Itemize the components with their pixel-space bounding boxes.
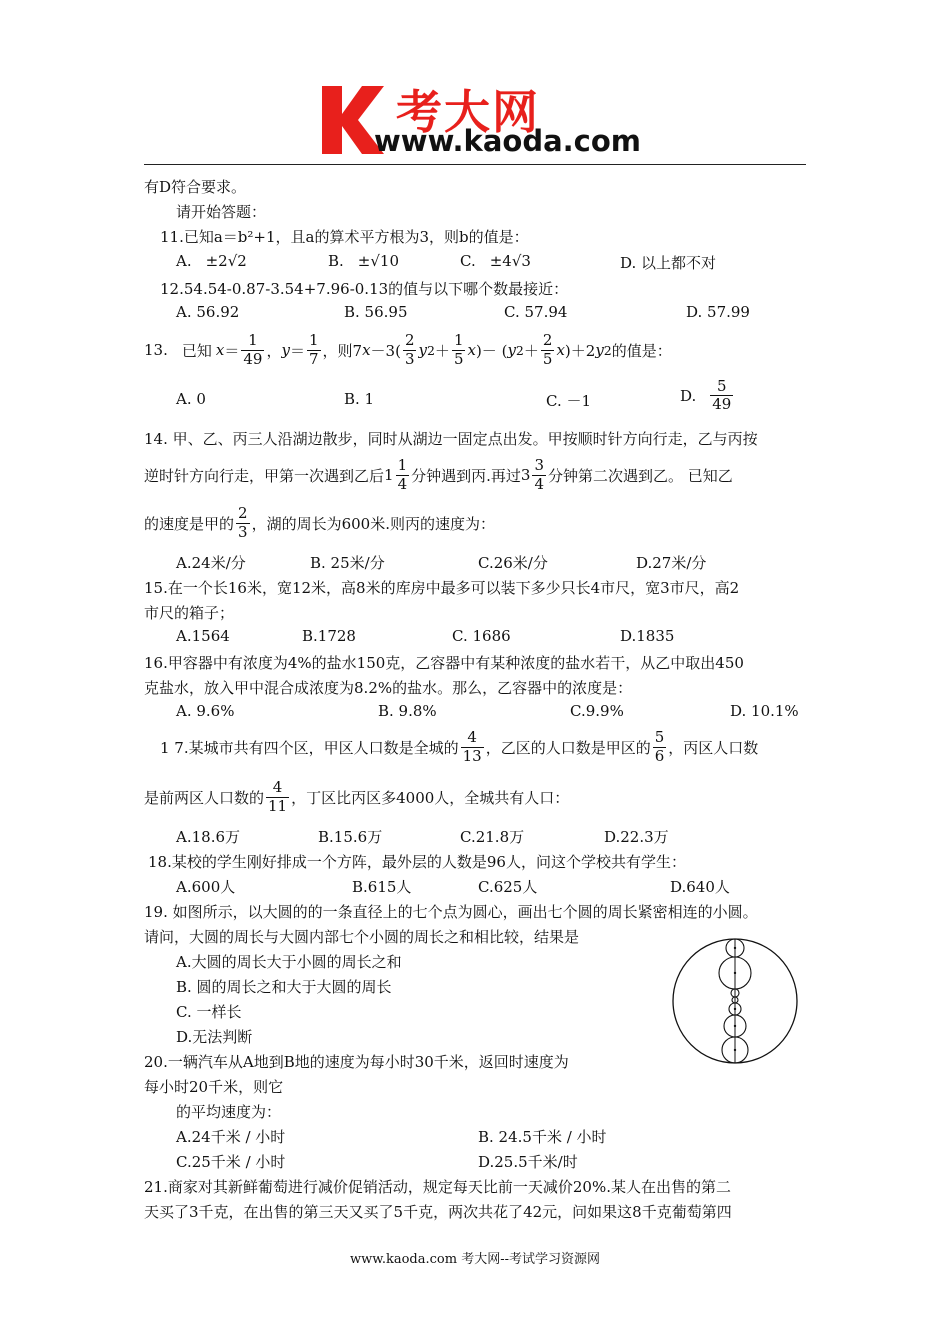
- q20-option-b: B. 24.5千米 / 小时: [478, 1128, 607, 1146]
- q20-option-a: A.24千米 / 小时: [176, 1128, 286, 1146]
- q14-option-a: A.24米/分: [176, 554, 246, 572]
- q16-line-2: 克盐水，放入甲中混合成浓度为8.2%的盐水。那么，乙容器中的浓度是：: [144, 679, 633, 697]
- q14-line-2: 逆时针方向行走，甲第一次遇到乙后 1 $\frac{1}{4}$ 分钟遇到丙.再过 3 $\frac{3}{4}$ 分钟第二次遇到乙。 已知乙: [144, 456, 733, 493]
- q20-line-3: 的平均速度为：: [176, 1103, 282, 1121]
- q20-line-2: 每小时20千米，则它: [144, 1078, 284, 1096]
- q17-option-c: C.21.8万: [460, 828, 525, 846]
- q12-option-a: A. 56.92: [176, 303, 240, 321]
- q14-line-3: 的速度是甲的 $\frac{2}{3}$ ，湖的周长为600米.则丙的速度为：: [144, 504, 495, 541]
- q19-line-2: 请问，大圆的周长与大圆内部七个小圆的周长之和相比较，结果是: [144, 928, 580, 946]
- q20-option-d: D.25.5千米/时: [478, 1153, 578, 1171]
- q15-line-2: 市尺的箱子；: [144, 604, 235, 622]
- q13-option-c: C. －1: [546, 392, 592, 410]
- page-footer: www.kaoda.com 考大网--考试学习资源网: [350, 1252, 600, 1267]
- q11-option-a: A. ±2√2: [176, 252, 247, 270]
- q17-option-a: A.18.6万: [176, 828, 240, 846]
- q19-line-1: 19. 如图所示，以大圆的的一条直径上的七个点为圆心，画出七个圆的周长紧密相连的小圆。: [144, 903, 758, 921]
- q15-option-b: B.1728: [302, 627, 356, 645]
- q15-option-a: A.1564: [176, 627, 230, 645]
- intro-line-1: 有D符合要求。: [144, 178, 247, 196]
- q13-option-b: B. 1: [344, 390, 375, 408]
- header-rule: [144, 164, 806, 165]
- q20-line-1: 20.一辆汽车从A地到B地的速度为每小时30千米，返回时速度为: [144, 1053, 569, 1071]
- q16-option-c: C.9.9%: [570, 702, 624, 720]
- q13-option-a: A. 0: [176, 390, 206, 408]
- q18-stem: 18.某校的学生刚好排成一个方阵，最外层的人数是96人，问这个学校共有学生：: [148, 853, 686, 871]
- q12-option-c: C. 57.94: [504, 303, 568, 321]
- q17-option-b: B.15.6万: [318, 828, 383, 846]
- q17-line-1: 1 7.某城市共有四个区，甲区人口数是全城的 $\frac{4}{13}$ ，乙区的人口数是甲区的 $\frac{5}{6}$ ，丙区人口数: [160, 728, 759, 765]
- q19-option-a: A.大圆的周长大于小圆的周长之和: [176, 953, 402, 971]
- q13-option-d: D. $\frac{5}{49}$: [680, 377, 732, 414]
- intro-line-2: 请开始答题：: [176, 203, 267, 221]
- q16-option-d: D. 10.1%: [730, 702, 799, 720]
- q14-option-d: D.27米/分: [636, 554, 707, 572]
- q12-stem: 12.54.54-0.87-3.54+7.96-0.13的值与以下哪个数最接近：: [160, 280, 569, 298]
- logo-title: 考大网: [396, 85, 540, 139]
- q13-stem: 13. 已知 x ＝ $\frac{1}{49}$ ， y ＝ $\frac{1}{7}$ ，则7 x －3( $\frac{2}{3}$ y 2 ＋ $\frac{1}{5}$ x )－ ( y 2 ＋ $\frac{2}{5}$ x )＋2 y 2 的值是：: [144, 331, 672, 368]
- q12-option-b: B. 56.95: [344, 303, 408, 321]
- kaoda-logo: [318, 80, 648, 160]
- q14-option-c: C.26米/分: [478, 554, 548, 572]
- q19-circles-figure: [670, 936, 800, 1066]
- q21-line-2: 天买了3千克，在出售的第三天又买了5千克，两次共花了42元，问如果这8千克葡萄第四: [144, 1203, 732, 1221]
- q19-option-d: D.无法判断: [176, 1028, 253, 1046]
- q21-line-1: 21.商家对其新鲜葡萄进行减价促销活动，规定每天比前一天减价20%.某人在出售的第二: [144, 1178, 731, 1196]
- q17-line-2: 是前两区人口数的 $\frac{4}{11}$ ，丁区比丙区多4000人，全城共有人口：: [144, 778, 570, 815]
- q19-option-c: C. 一样长: [176, 1003, 242, 1021]
- q20-option-c: C.25千米 / 小时: [176, 1153, 286, 1171]
- q18-option-b: B.615人: [352, 878, 412, 896]
- q15-option-c: C. 1686: [452, 627, 511, 645]
- q14-option-b: B. 25米/分: [310, 554, 385, 572]
- q11-option-b: B. ±√10: [328, 252, 400, 270]
- q15-option-d: D.1835: [620, 627, 675, 645]
- q19-option-b: B. 圆的周长之和大于大圆的周长: [176, 978, 392, 996]
- q18-option-d: D.640人: [670, 878, 730, 896]
- q12-option-d: D. 57.99: [686, 303, 750, 321]
- q18-option-a: A.600人: [176, 878, 236, 896]
- q16-option-a: A. 9.6%: [176, 702, 235, 720]
- q18-option-c: C.625人: [478, 878, 538, 896]
- q16-line-1: 16.甲容器中有浓度为4%的盐水150克，乙容器中有某种浓度的盐水若干，从乙中取出450: [144, 654, 744, 672]
- q11-option-c: C. ±4√3: [460, 252, 531, 270]
- q11-stem: 11.已知a＝b²+1，且a的算术平方根为3，则b的值是：: [160, 228, 529, 246]
- q15-line-1: 15.在一个长16米，宽12米，高8米的库房中最多可以装下多少只长4市尺，宽3市尺，高2: [144, 579, 740, 597]
- q17-option-d: D.22.3万: [604, 828, 669, 846]
- q11-option-d: D. 以上都不对: [620, 254, 717, 272]
- q14-line-1: 14. 甲、乙、丙三人沿湖边散步，同时从湖边一固定点出发。甲按顺时针方向行走，乙与丙按: [144, 430, 758, 448]
- logo-url: www.kaoda.com: [374, 124, 641, 158]
- q16-option-b: B. 9.8%: [378, 702, 437, 720]
